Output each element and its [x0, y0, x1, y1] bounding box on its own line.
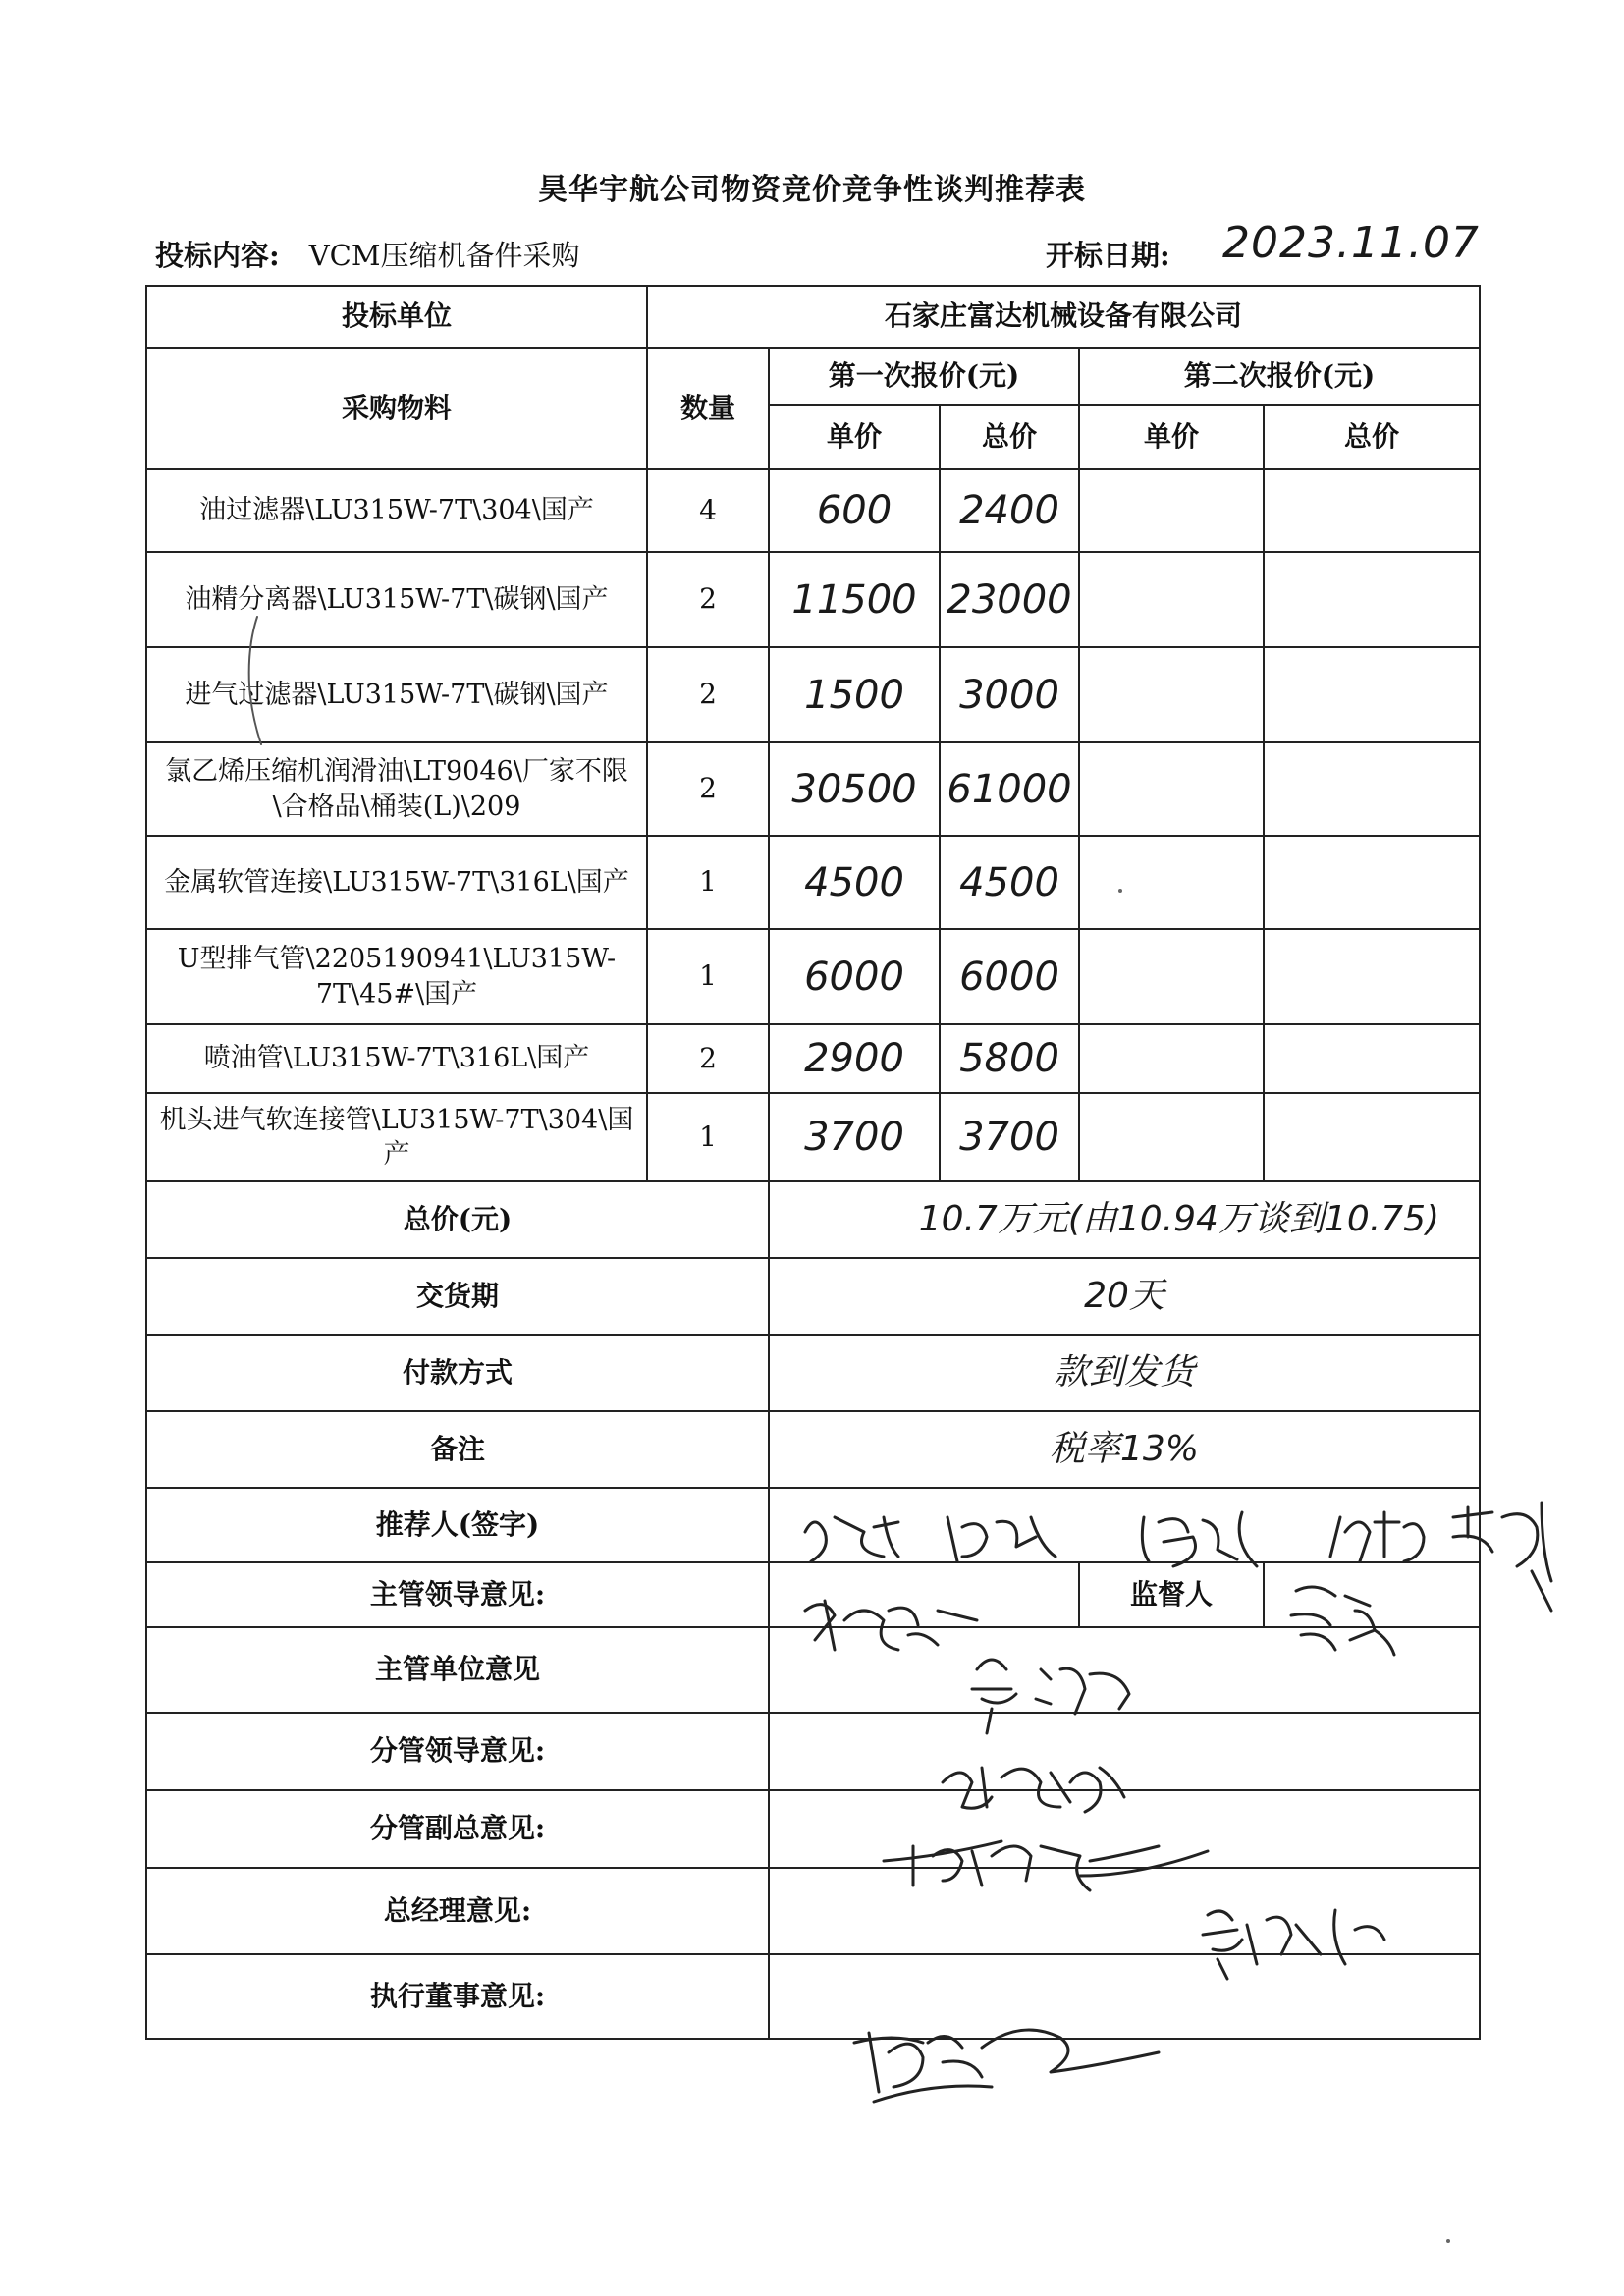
material-cell: 油精分离器\LU315W-7T\碳钢\国产	[146, 552, 647, 647]
scan-speck	[1446, 2239, 1450, 2243]
unit-price-value: 2900	[804, 1036, 904, 1081]
total-value-cell	[769, 1181, 1480, 1258]
first-unit-cell	[769, 929, 940, 1024]
payment-label: 付款方式	[146, 1335, 769, 1411]
first-unit-cell	[769, 1024, 940, 1093]
table-row	[146, 929, 1480, 1024]
material-cell: U型排气管\2205190941\LU315W-7T\45#\国产	[146, 929, 647, 1024]
table-row	[146, 647, 1480, 742]
total-price-value: 2400	[959, 488, 1059, 533]
bid-content-value: VCM压缩机备件采购	[308, 239, 580, 272]
first-total-cell	[940, 552, 1079, 647]
qty-cell: 1	[647, 1093, 769, 1181]
open-date-label: 开标日期:	[1046, 239, 1170, 272]
first-total-header: 总价	[940, 405, 1079, 469]
first-total-cell	[940, 469, 1079, 552]
total-price-value: 3700	[959, 1115, 1059, 1160]
second-unit-cell	[1079, 929, 1264, 1024]
bidder-label: 投标单位	[146, 286, 647, 348]
qty-cell: 2	[647, 742, 769, 836]
second-unit-cell	[1079, 647, 1264, 742]
unit-price-value: 4500	[804, 859, 904, 905]
first-total-cell	[940, 1024, 1079, 1093]
recommender-signatures	[769, 1488, 1480, 1562]
second-total-header: 总价	[1264, 405, 1480, 469]
table-row	[146, 469, 1480, 552]
total-price-value: 61000	[947, 766, 1072, 812]
second-unit-header: 单价	[1079, 405, 1264, 469]
director-signature	[769, 1954, 1480, 2039]
qty-cell: 2	[647, 1024, 769, 1093]
qty-cell: 1	[647, 929, 769, 1024]
leader-opinion-signature	[769, 1562, 1079, 1627]
first-unit-cell	[769, 469, 940, 552]
total-price-value: 3000	[959, 672, 1059, 718]
second-quote-header: 第二次报价(元)	[1079, 348, 1480, 405]
table-row	[146, 836, 1480, 929]
total-price-value: 23000	[947, 576, 1072, 623]
table-row	[146, 1024, 1480, 1093]
material-header: 采购物料	[146, 348, 647, 469]
material-cell: 进气过滤器\LU315W-7T\碳钢\国产	[146, 647, 647, 742]
recommender-label: 推荐人(签字)	[146, 1488, 769, 1562]
bid-content-label: 投标内容:	[155, 239, 280, 272]
unit-price-value: 11500	[791, 576, 917, 623]
quote-table	[145, 285, 1481, 2040]
branch-vp-label: 分管副总意见:	[146, 1790, 769, 1868]
supervisor-signature	[1264, 1562, 1480, 1627]
page-title: 昊华宇航公司物资竞价竞争性谈判推荐表	[538, 173, 1086, 207]
bidder-name: 石家庄富达机械设备有限公司	[647, 286, 1480, 348]
material-cell: 金属软管连接\LU315W-7T\316L\国产	[146, 836, 647, 929]
total-price-value: 5800	[959, 1036, 1059, 1081]
table-row	[146, 742, 1480, 836]
first-total-cell	[940, 1093, 1079, 1181]
second-unit-cell	[1079, 836, 1264, 929]
first-unit-header: 单价	[769, 405, 940, 469]
gm-signature	[769, 1868, 1480, 1954]
first-quote-header: 第一次报价(元)	[769, 348, 1079, 405]
second-total-cell	[1264, 1024, 1480, 1093]
first-total-cell	[940, 929, 1079, 1024]
first-unit-cell	[769, 647, 940, 742]
remark-label: 备注	[146, 1411, 769, 1488]
qty-header: 数量	[647, 348, 769, 469]
unit-price-value: 30500	[791, 766, 917, 812]
first-unit-cell	[769, 552, 940, 647]
second-total-cell	[1264, 742, 1480, 836]
branch-vp-signature	[769, 1790, 1480, 1868]
qty-cell: 2	[647, 647, 769, 742]
open-date	[1046, 218, 1480, 274]
qty-cell: 4	[647, 469, 769, 552]
first-total-cell	[940, 836, 1079, 929]
payment-value-cell	[769, 1335, 1480, 1411]
supervisor-label: 监督人	[1079, 1562, 1264, 1627]
second-total-cell	[1264, 647, 1480, 742]
unit-price-value: 1500	[804, 672, 904, 718]
bid-content	[155, 234, 580, 274]
table-row	[146, 552, 1480, 647]
remark-value: 税率13%	[1050, 1428, 1200, 1469]
branch-leader-signature	[769, 1713, 1480, 1790]
material-cell: 喷油管\LU315W-7T\316L\国产	[146, 1024, 647, 1093]
delivery-label: 交货期	[146, 1258, 769, 1335]
first-unit-cell	[769, 1093, 940, 1181]
unit-price-value: 6000	[804, 954, 904, 1000]
second-total-cell	[1264, 836, 1480, 929]
unit-price-value: 600	[816, 488, 893, 533]
second-unit-cell	[1079, 552, 1264, 647]
total-label: 总价(元)	[146, 1181, 769, 1258]
second-unit-cell	[1079, 1024, 1264, 1093]
unit-opinion-signature	[769, 1627, 1480, 1713]
second-unit-cell	[1079, 469, 1264, 552]
unit-opinion-label: 主管单位意见	[146, 1627, 769, 1713]
remark-value-cell	[769, 1411, 1480, 1488]
delivery-value-cell	[769, 1258, 1480, 1335]
second-total-cell	[1264, 469, 1480, 552]
total-price-value: 4500	[959, 859, 1059, 905]
delivery-value: 20天	[1084, 1275, 1164, 1316]
branch-leader-label: 分管领导意见:	[146, 1713, 769, 1790]
material-cell: 油过滤器\LU315W-7T\304\国产	[146, 469, 647, 552]
director-label: 执行董事意见:	[146, 1954, 769, 2039]
material-cell: 机头进气软连接管\LU315W-7T\304\国产	[146, 1093, 647, 1181]
second-unit-cell	[1079, 742, 1264, 836]
first-total-cell	[940, 647, 1079, 742]
gm-label: 总经理意见:	[146, 1868, 769, 1954]
director-signature	[854, 2030, 1159, 2102]
first-unit-cell	[769, 742, 940, 836]
second-total-cell	[1264, 552, 1480, 647]
second-unit-cell	[1079, 1093, 1264, 1181]
first-unit-cell	[769, 836, 940, 929]
material-cell: 氯乙烯压缩机润滑油\LT9046\厂家不限\合格品\桶装(L)\209	[146, 742, 647, 836]
scan-speck	[1118, 889, 1122, 893]
table-row	[146, 1093, 1480, 1181]
unit-price-value: 3700	[804, 1115, 904, 1160]
total-price-value: 6000	[959, 954, 1059, 1000]
payment-value: 款到发货	[1054, 1351, 1196, 1393]
total-value: 10.7万元(由10.94万谈到10.75)	[918, 1198, 1440, 1239]
second-total-cell	[1264, 1093, 1480, 1181]
first-total-cell	[940, 742, 1079, 836]
qty-cell: 2	[647, 552, 769, 647]
qty-cell: 1	[647, 836, 769, 929]
leader-opinion-label: 主管领导意见:	[146, 1562, 769, 1627]
open-date-value: 2023.11.07	[1222, 218, 1480, 268]
second-total-cell	[1264, 929, 1480, 1024]
